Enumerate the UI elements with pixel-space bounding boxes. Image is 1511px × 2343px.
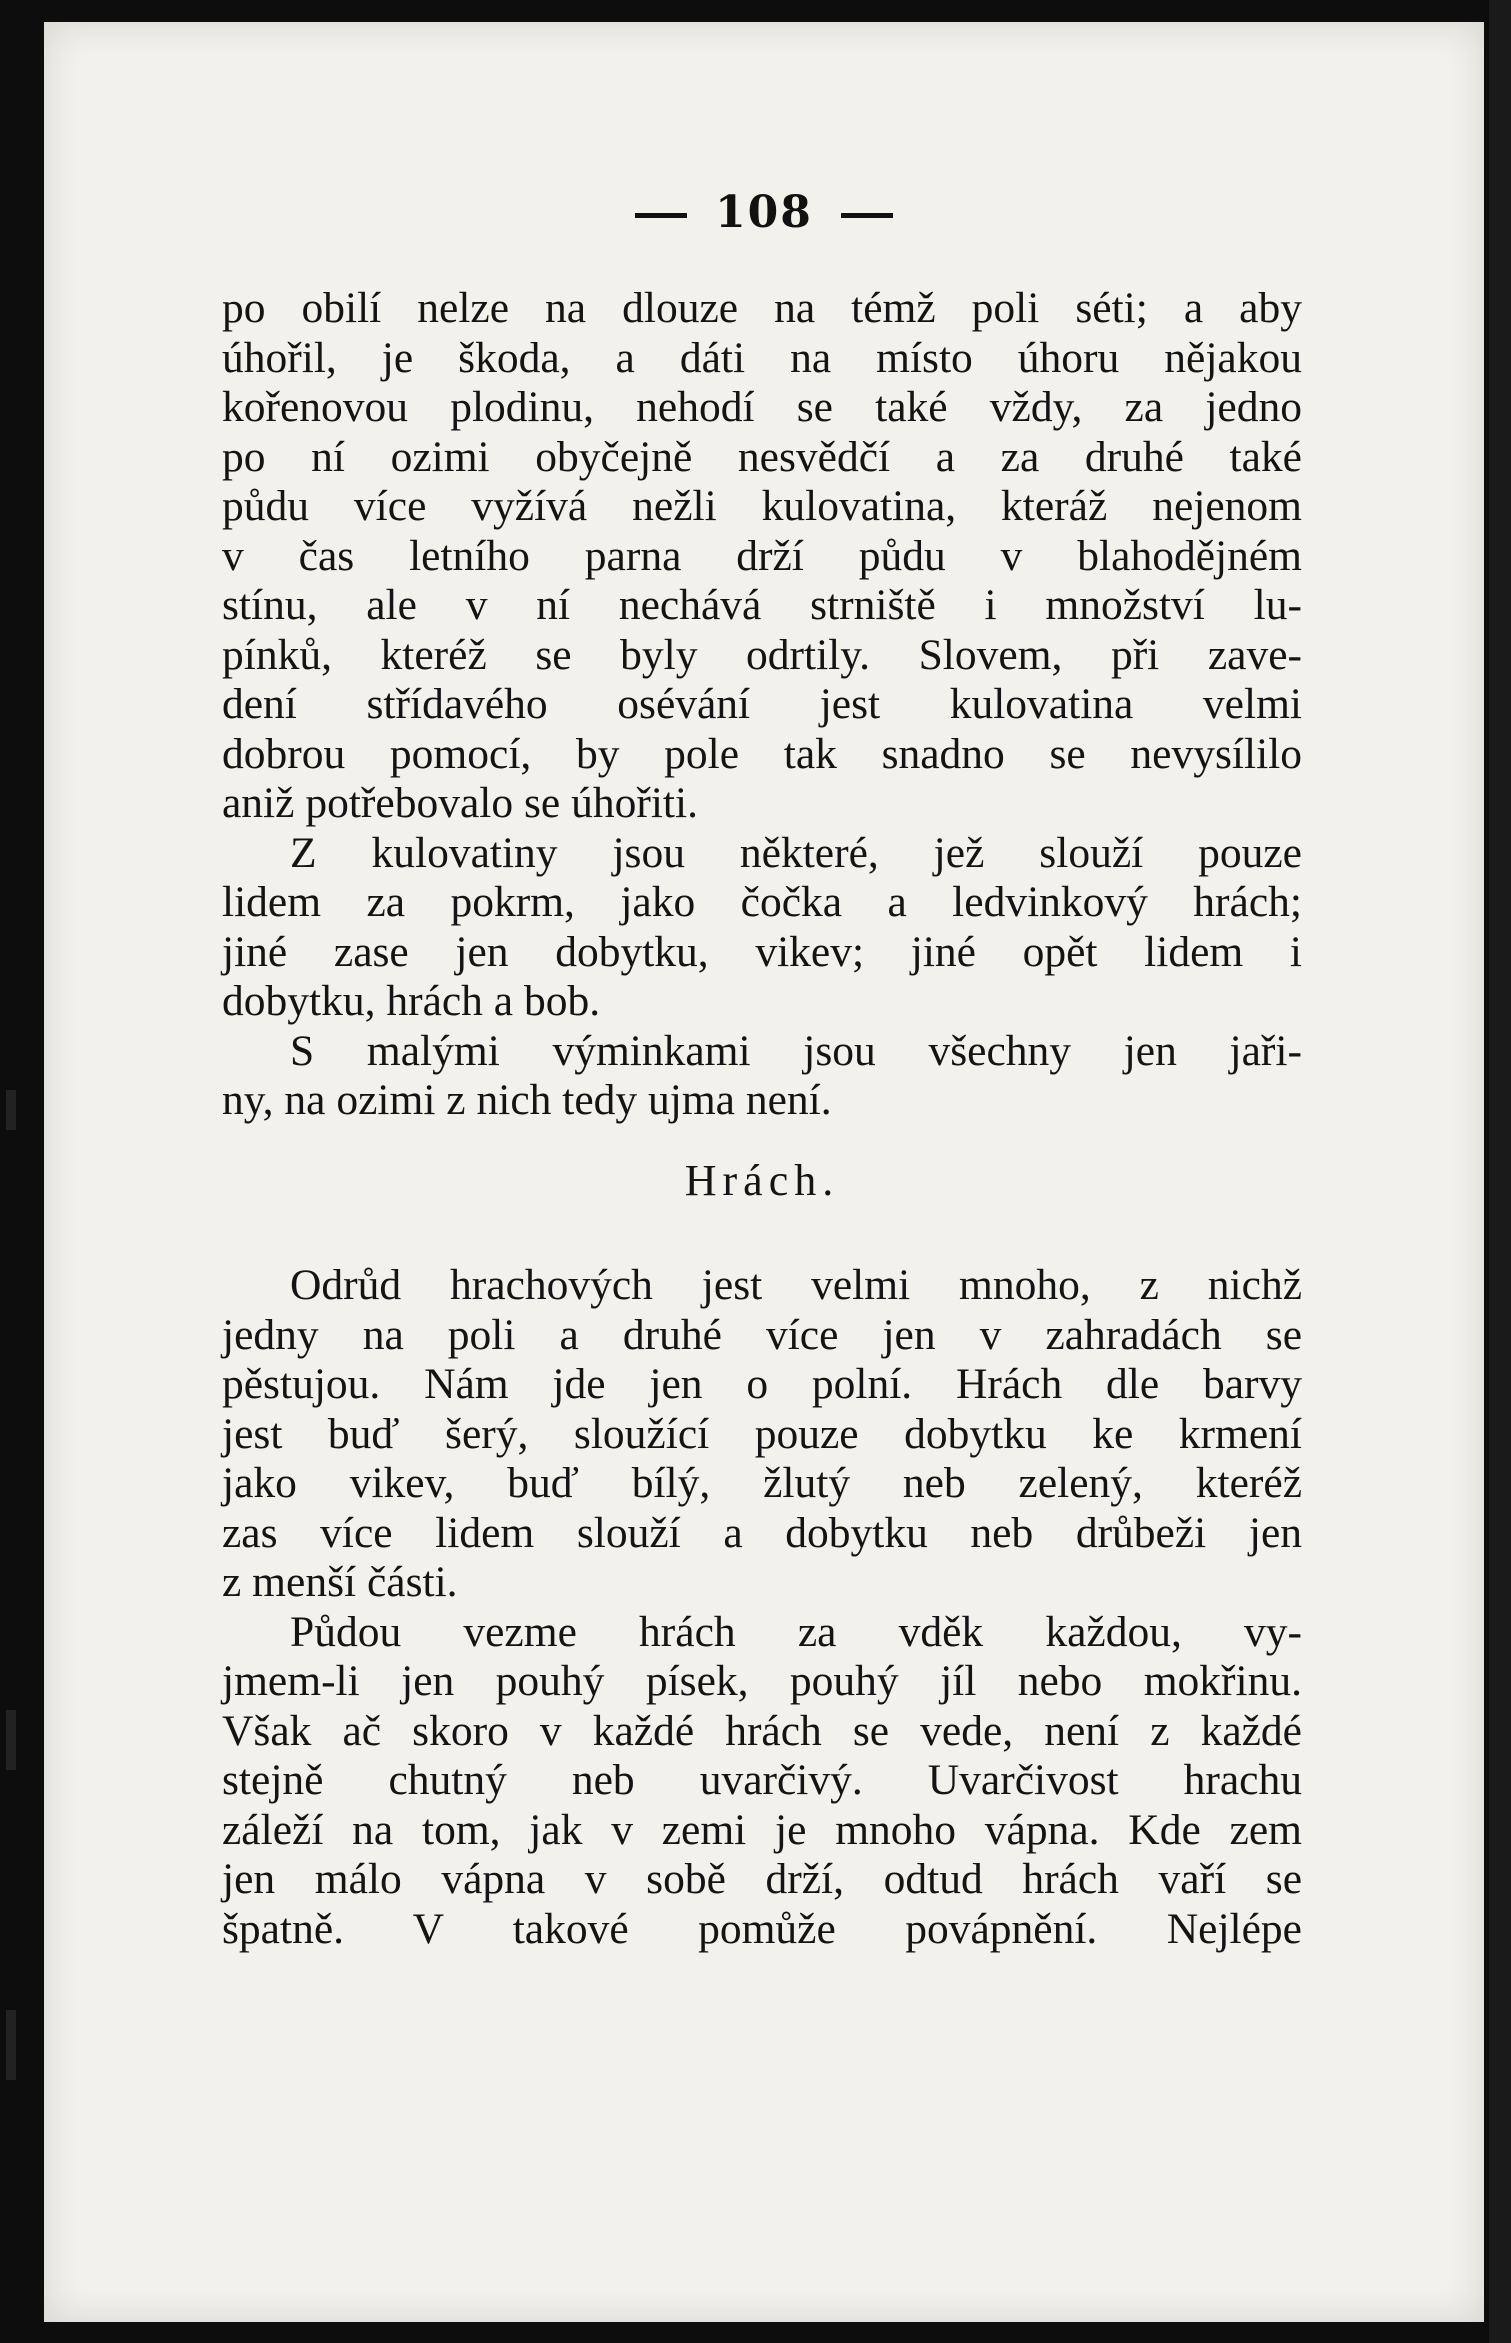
text-line: jedny na poli a druhé více jen v zahradách se	[222, 1310, 1302, 1359]
text-line: úhořil, je škoda, a dáti na místo úhoru nějakou	[222, 333, 1302, 382]
binding-mark	[6, 1090, 16, 1130]
page-header	[44, 187, 1484, 238]
text-line: dobrou pomocí, by pole tak snadno se nevysílilo	[222, 729, 1302, 778]
text-line: kořenovou plodinu, nehodí se také vždy, za jedno	[222, 383, 1302, 431]
paragraph	[222, 284, 1302, 829]
text-line: jiné zase jen dobytku, vikev; jiné opět lidem i	[222, 927, 1302, 976]
text-line: Odrůd hrachových jest velmi mnoho, z nichž	[290, 1261, 1302, 1309]
text-line: jest buď šerý, sloužící pouze dobytku ke krmení	[222, 1409, 1302, 1458]
text-line: jmem-li jen pouhý písek, pouhý jíl nebo mokřinu.	[222, 1657, 1302, 1705]
text-line: stejně chutný neb uvarčivý. Uvarčivost hrachu	[222, 1756, 1302, 1804]
text-line: po ní ozimi obyčejně nesvědčí a za druhé také	[222, 432, 1302, 481]
paragraph	[222, 1027, 1302, 1126]
binding-mark	[6, 2010, 16, 2080]
text-line: pěstujou. Nám jde jen o polní. Hrách dle barvy	[222, 1360, 1302, 1408]
section-heading: Hrách.	[684, 1155, 840, 1205]
text-line: z menší části.	[222, 1558, 458, 1606]
text-line: pínků, kteréž se byly odrtily. Slovem, při zave-	[222, 630, 1302, 679]
page-number: 108	[715, 187, 813, 238]
text-line: aniž potřebovalo se úhořiti.	[222, 779, 698, 827]
paragraph	[222, 1608, 1302, 1955]
text-line: Půdou vezme hrách za vděk každou, vy-	[290, 1607, 1302, 1656]
text-line: zas více lidem slouží a dobytku neb drůbeži jen	[222, 1508, 1302, 1557]
text-line: ny, na ozimi z nich tedy ujma není.	[222, 1076, 832, 1124]
text-line: v čas letního parna drží půdu v blahodějném	[222, 531, 1302, 580]
text-line: po obilí nelze na dlouze na témž poli séti; a aby	[222, 284, 1302, 332]
text-line: lidem za pokrm, jako čočka a ledvinkový hrách;	[222, 878, 1302, 926]
page-edge	[1489, 0, 1511, 2343]
text-line: S malými výminkami jsou všechny jen jaři-	[290, 1026, 1302, 1075]
text-line: Však ač skoro v každé hrách se vede, není z každé	[222, 1706, 1302, 1755]
text-line: půdu více vyžívá nežli kulovatina, kteráž nejenom	[222, 482, 1302, 530]
body-text	[222, 284, 1302, 1954]
paragraph	[222, 1261, 1302, 1608]
text-line: jako vikev, buď bílý, žlutý neb zelený, kteréž	[222, 1459, 1302, 1507]
book-page	[44, 22, 1484, 2322]
text-line: stínu, ale v ní nechává strniště i množství lu-	[222, 581, 1302, 629]
text-line: jen málo vápna v sobě drží, odtud hrách vaří se	[222, 1855, 1302, 1903]
header-dash-left	[635, 213, 687, 218]
binding-mark	[6, 1710, 16, 1770]
text-line: záleží na tom, jak v zemi je mnoho vápna. Kde zem	[222, 1805, 1302, 1854]
header-dash-right	[841, 213, 893, 218]
text-line: dobytku, hrách a bob.	[222, 977, 601, 1025]
text-line: dení střídavého osévání jest kulovatina velmi	[222, 680, 1302, 728]
text-line: špatně. V takové pomůže povápnění. Nejlépe	[222, 1904, 1302, 1953]
text-line: Z kulovatiny jsou některé, jež slouží pouze	[290, 828, 1302, 877]
binding-edge	[6, 0, 44, 2343]
paragraph	[222, 829, 1302, 1027]
